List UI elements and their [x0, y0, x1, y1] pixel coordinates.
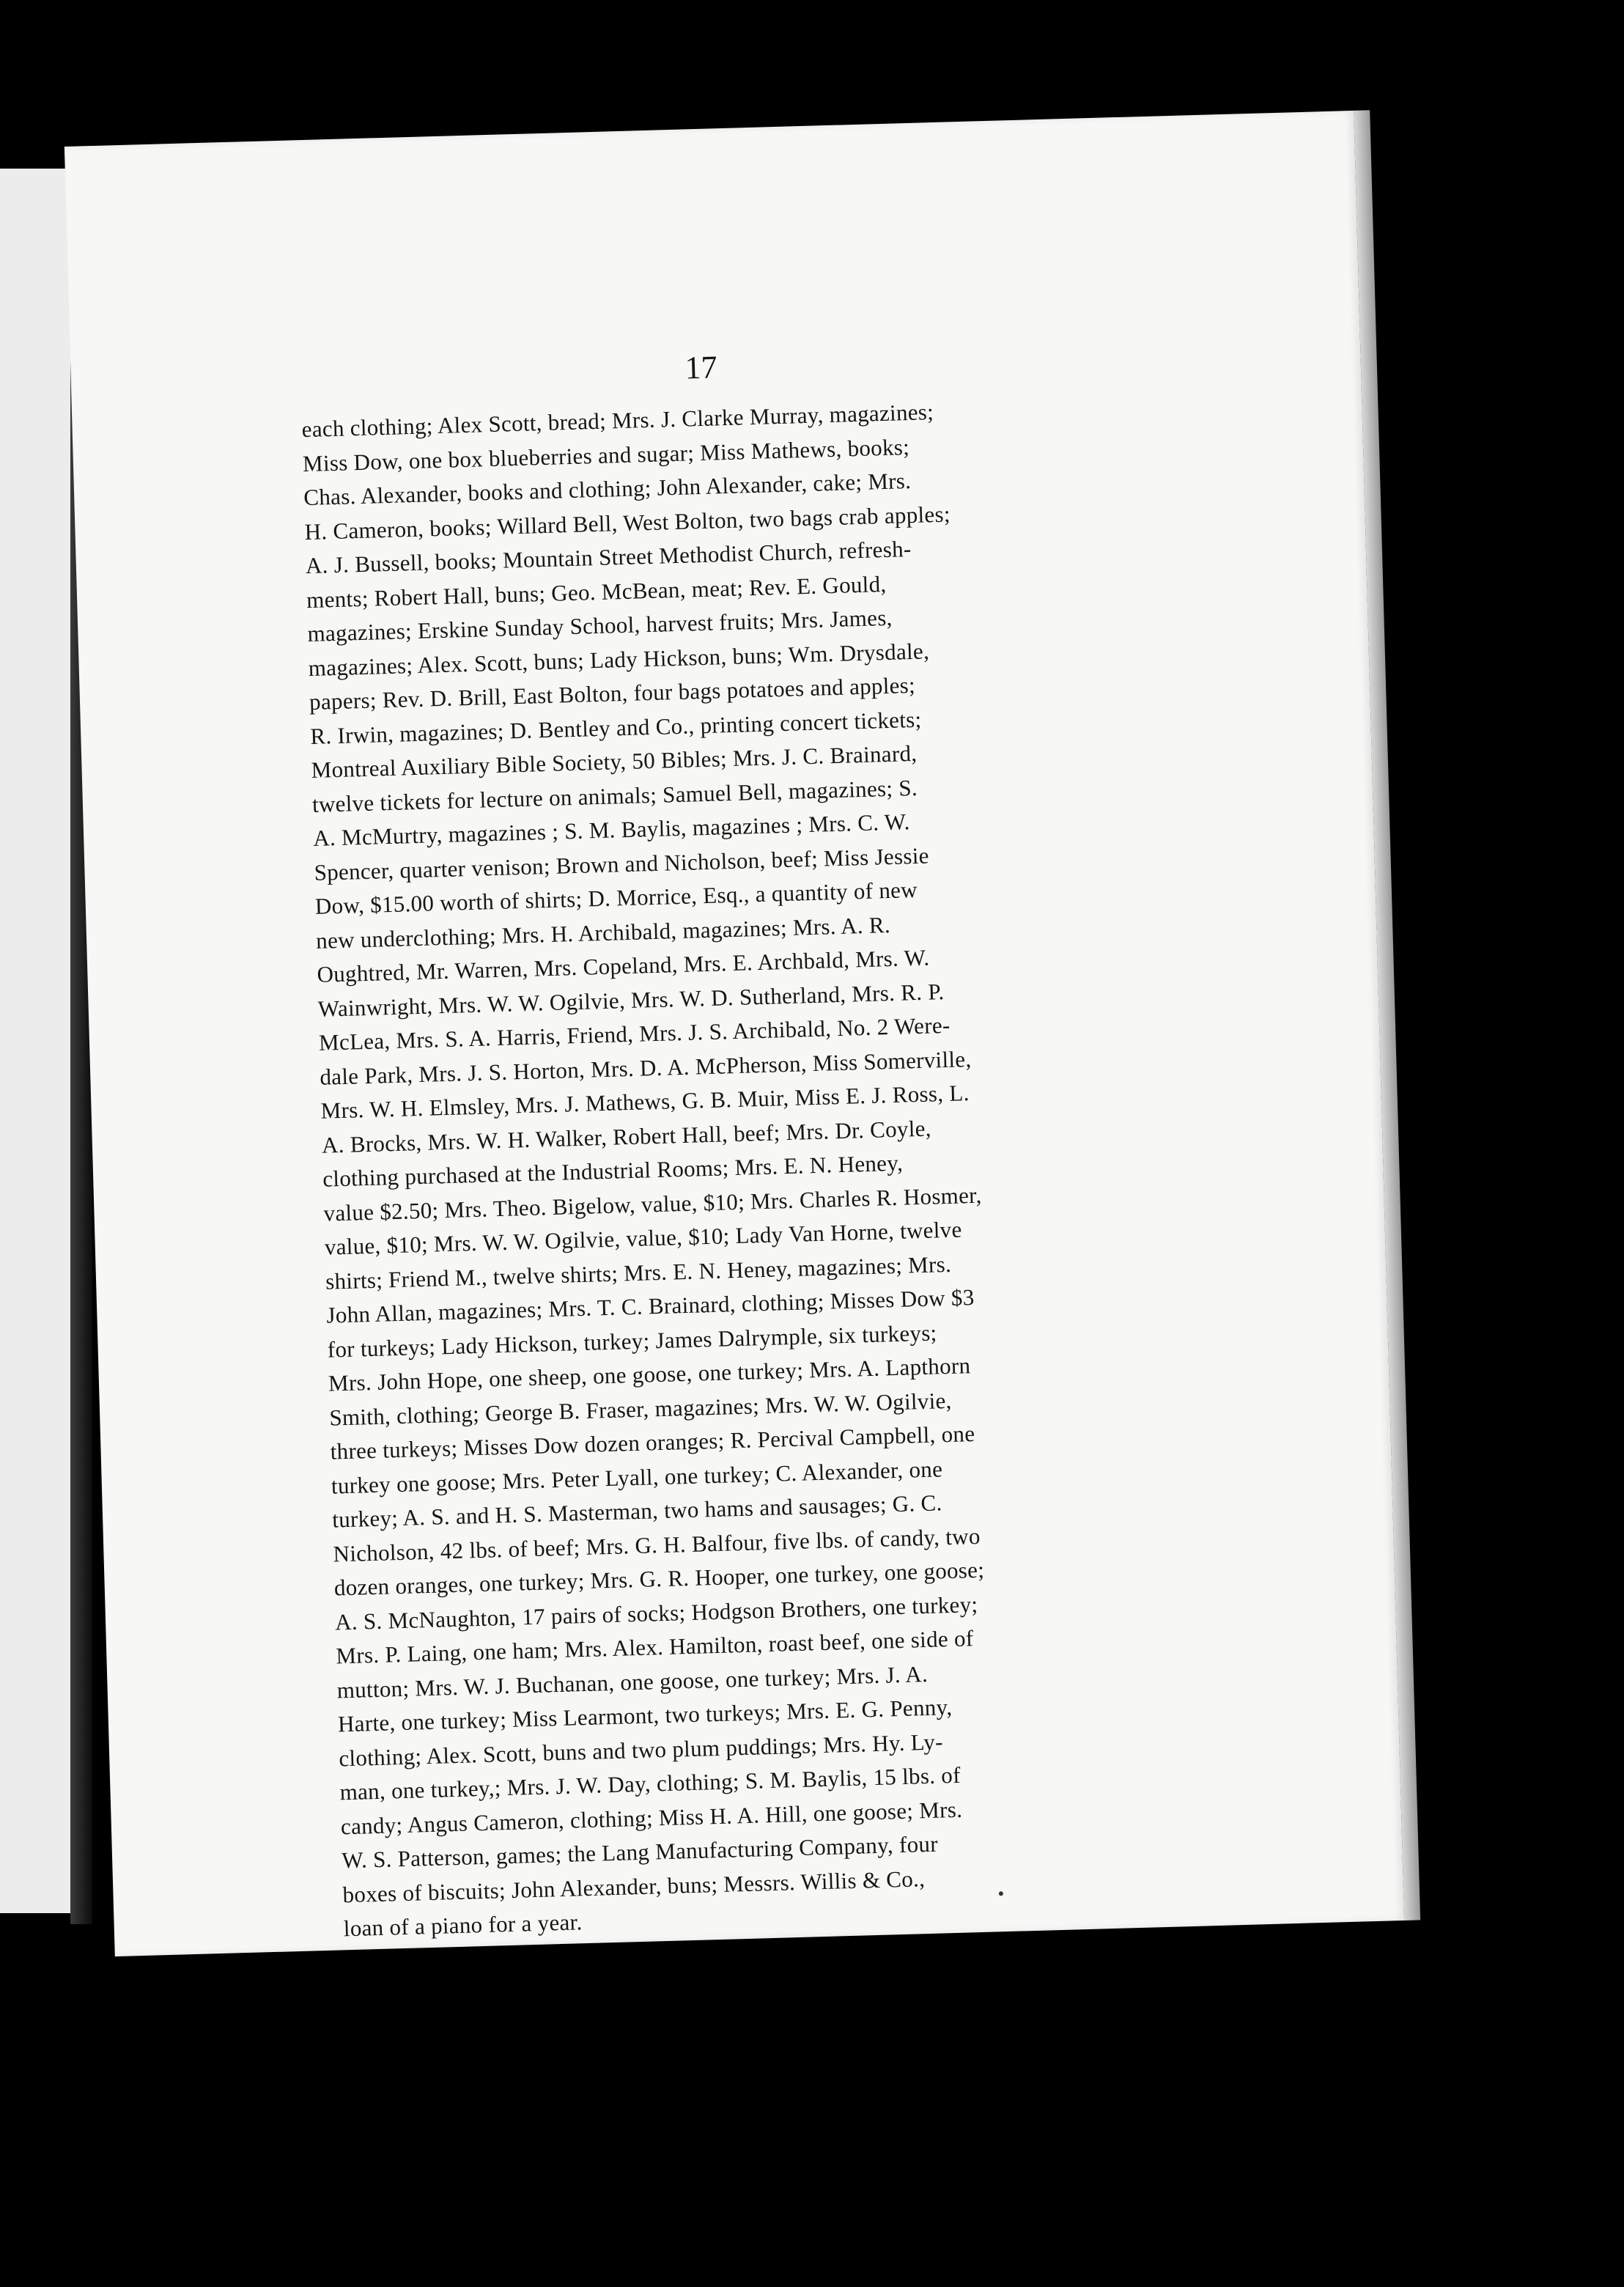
left-facing-page [0, 169, 70, 1913]
page-edge [1354, 110, 1420, 1920]
donation-list-paragraph: each clothing; Alex Scott, bread; Mrs. J. Clarke Murray, magazines; Miss Dow, one box blueberries and sugar; Miss Mathews, books; Chas. Alexander, books and clothing; John Alexander, cake; Mrs. H. Cameron, books; Willard Bell, West Bolton, two bags crab apples; A. J. Bussell, books; Mountain Street Methodist Church, refresh- ments; Robert Hall, buns; Geo. McBean, meat; Rev. E. Gould, magazines; Erskine Sunday School, harvest fruits; Mrs. James, magazines; Alex. Scott, buns; Lady Hickson, buns; Wm. Drysdale, papers; Rev. D. Brill, East Bolton, four bags potatoes and apples; R. Irwin, magazines; D. Bentley and Co., printing concert tickets; Montreal Auxiliary Bible Society, 50 Bibles; Mrs. J. C. Brainard, twelve tickets for lecture on animals; Samuel Bell, magazines; S. A. McMurtry, magazines ; S. M. Baylis, magazines ; Mrs. C. W. Spencer, quarter venison; Brown and Nicholson, beef; Miss Jessie Dow, $15.00 worth of shirts; D. Morrice, Esq., a quantity of new new underclothing; Mrs. H. Archibald, magazines; Mrs. A. R. Oughtred, Mr. Warren, Mrs. Copeland, Mrs. E. Archbald, Mrs. W. Wainwright, Mrs. W. W. Ogilvie, Mrs. W. D. Sutherland, Mrs. R. P. McLea, Mrs. S. A. Harris, Friend, Mrs. J. S. Archibald, No. 2 Were- dale Park, Mrs. J. S. Horton, Mrs. D. A. McPherson, Miss Somerville, Mrs. W. H. Elmsley, Mrs. J. Mathews, G. B. Muir, Miss E. J. Ross, L. A. Brocks, Mrs. W. H. Walker, Robert Hall, beef; Mrs. Dr. Coyle, clothing purchased at the Industrial Rooms; Mrs. E. N. Heney, value $2.50; Mrs. Theo. Bigelow, value, $10; Mrs. Charles R. Hosmer, value, $10; Mrs. W. W. Ogilvie, value, $10; Lady Van Horne, twelve shirts; Friend M., twelve shirts; Mrs. E. N. Heney, magazines; Mrs. John Allan, magazines; Mrs. T. C. Brainard, clothing; Misses Dow $3 for turkeys; Lady Hickson, turkey; James Dalrymple, six turkeys; Mrs. John Hope, one sheep, one goose, one turkey; Mrs. A. Lapthorn Smith, clothing; George B. Fraser, magazines; Mrs. W. W. Ogilvie, three turkeys; Misses Dow dozen oranges; R. Percival Campbell, one turkey one goose; Mrs. Peter Lyall, one turkey; C. Alexander, one turkey; A. S. and H. S. Masterman, two hams and sausages; G. C. Nicholson, 42 lbs. of beef; Mrs. G. H. Balfour, five lbs. of candy, two dozen oranges, one turkey; Mrs. G. R. Hooper, one turkey, one goose; A. S. McNaughton, 17 pairs of socks; Hodgson Brothers, one turkey; Mrs. P. Laing, one ham; Mrs. Alex. Hamilton, roast beef, one side of mutton; Mrs. W. J. Buchanan, one goose, one turkey; Mrs. J. A. Harte, one turkey; Miss Learmont, two turkeys; Mrs. E. G. Penny, clothing; Alex. Scott, buns and two plum puddings; Mrs. Hy. Ly- man, one turkey,; Mrs. J. W. Day, clothing; S. M. Baylis, 15 lbs. of candy; Angus Cameron, clothing; Miss H. A. Hill, one goose; Mrs. W. S. Patterson, games; the Lang Manufacturing Company, four boxes of biscuits; John Alexander, buns; Messrs. Willis & Co., loan of a piano for a year. [301, 399, 985, 1942]
page-number: 17 [684, 349, 718, 386]
book-page [64, 111, 1404, 1956]
